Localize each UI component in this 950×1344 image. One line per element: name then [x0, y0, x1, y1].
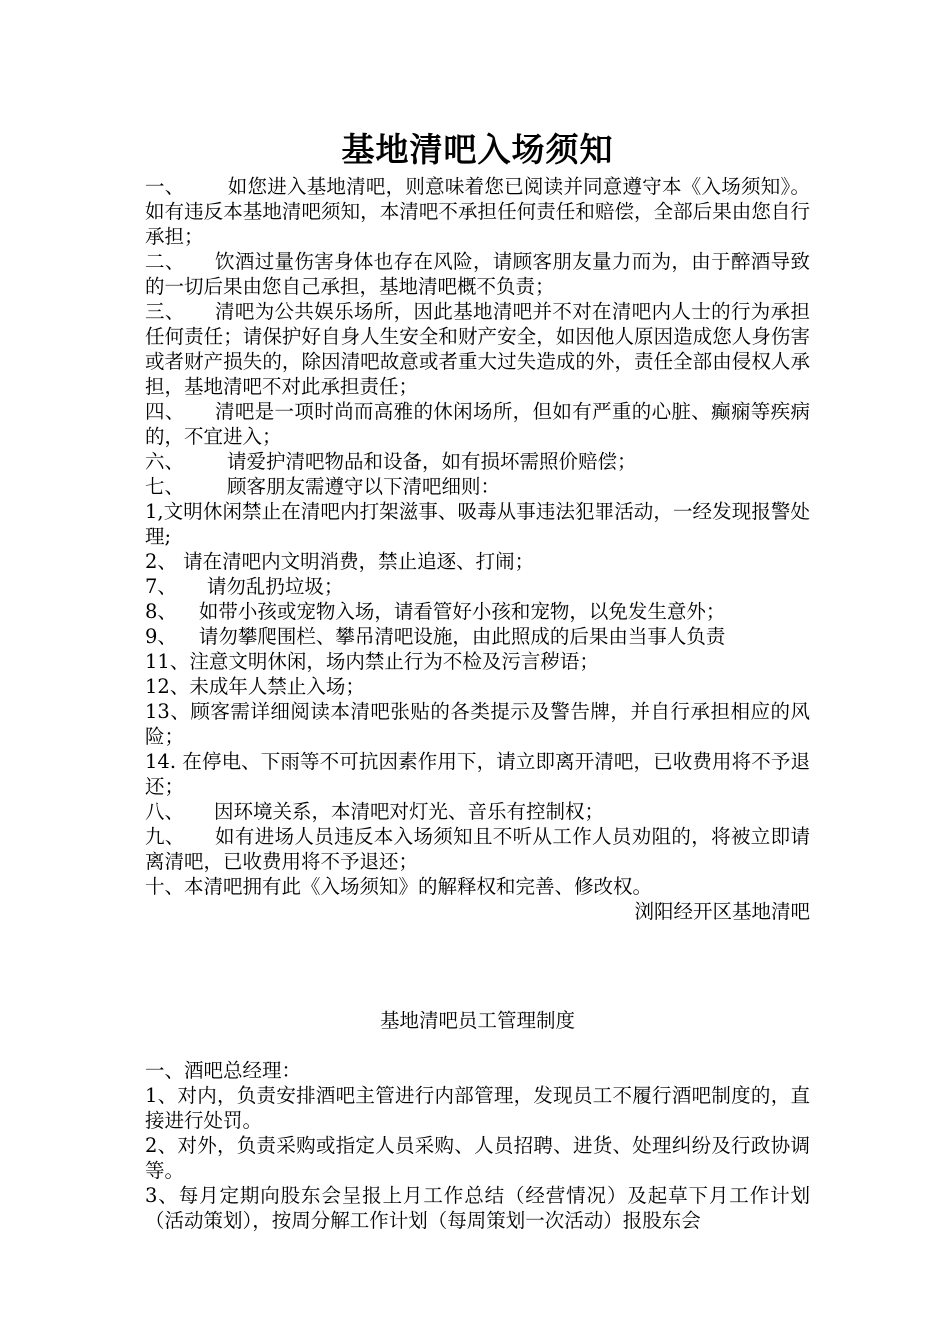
item-marker: 七、 — [145, 475, 185, 498]
item-marker: 二、 — [145, 250, 185, 273]
item-text: 1,文明休闲禁止在清吧内打架滋事、吸毒从事违法犯罪活动，一经发现报警处理; — [145, 500, 810, 548]
notice-item — [145, 599, 810, 624]
notice-signature: 浏阳经开区基地清吧 — [634, 900, 810, 923]
notice-item — [145, 874, 810, 899]
notice-item — [145, 474, 810, 499]
staff-rule-item: 2、对外，负责采购或指定人员采购、人员招聘、进货、处理纠纷及行政协调等。 — [145, 1134, 810, 1182]
notice-item — [145, 624, 810, 649]
notice-item — [145, 499, 810, 549]
item-text: 请勿乱扔垃圾； — [206, 575, 344, 598]
item-marker: 三、 — [145, 300, 185, 323]
notice-item — [145, 574, 810, 599]
notice-body — [145, 174, 810, 899]
item-marker: 7、 — [145, 575, 177, 598]
item-text: 因环境关系，本清吧对灯光、音乐有控制权； — [214, 800, 605, 823]
item-text: 如有进场人员违反本入场须知且不听从工作人员劝阻的，将被立即请离清吧，已收费用将不予退还； — [145, 825, 810, 873]
notice-item — [145, 299, 810, 399]
item-text: 顾客朋友需遵守以下清吧细则： — [227, 475, 501, 498]
notice-item — [145, 549, 810, 574]
item-text: 十、本清吧拥有此《入场须知》的解释权和完善、修改权。 — [145, 875, 653, 898]
item-marker: 9、 — [145, 625, 177, 648]
notice-title: 基地清吧入场须知 — [341, 130, 614, 169]
item-text: 饮酒过量伤害身体也存在风险，请顾客朋友量力而为，由于醉酒导致的一切后果由您自己承担，基地清吧概不负责； — [145, 250, 810, 298]
item-marker: 九、 — [145, 825, 185, 848]
item-text: 2、 请在清吧内文明消费，禁止追逐、打闹； — [145, 550, 535, 573]
notice-item — [145, 649, 810, 674]
item-text: 清吧为公共娱乐场所，因此基地清吧并不对在清吧内人士的行为承担任何责任；请保护好自身人生安全和财产安全，如因他人原因造成您人身伤害或者财产损失的，除因清吧故意或者重大过失造成的外，责任全部由侵权人承担，基地清吧不对此承担责任； — [145, 300, 810, 398]
item-text: 请勿攀爬围栏、攀吊清吧设施，由此照成的后果由当事人负责 — [198, 625, 726, 648]
item-text: 12、未成年人禁止入场； — [145, 675, 365, 698]
notice-item — [145, 824, 810, 874]
notice-item — [145, 399, 810, 449]
document-page — [145, 126, 810, 1233]
notice-item — [145, 699, 810, 749]
notice-item — [145, 249, 810, 299]
notice-item — [145, 799, 810, 824]
staff-rule-item: 3、每月定期向股东会呈报上月工作总结（经营情况）及起草下月工作计划（活动策划），按周分解工作计划（每周策划一次活动）报股东会 — [145, 1184, 810, 1232]
item-marker: 8、 — [145, 600, 177, 623]
notice-item — [145, 174, 810, 249]
staff-rule-item: 一、酒吧总经理： — [145, 1059, 302, 1082]
item-text: 如带小孩或宠物入场，请看管好小孩和宠物，以免发生意外； — [198, 600, 726, 623]
item-text: 如您进入基地清吧，则意味着您已阅读并同意遵守本《入场须知》。如有违反本基地清吧须知，本清吧不承担任何责任和赔偿，全部后果由您自行承担； — [145, 175, 810, 248]
item-marker: 一、 — [145, 175, 185, 198]
item-marker: 八、 — [145, 800, 185, 823]
staff-rules-body — [145, 1058, 810, 1233]
item-marker: 四、 — [145, 400, 185, 423]
section-spacer — [145, 1033, 810, 1058]
notice-item — [145, 449, 810, 474]
item-text: 清吧是一项时尚而高雅的休闲场所，但如有严重的心脏、癫痫等疾病的，不宜进入； — [145, 400, 810, 448]
notice-item — [145, 674, 810, 699]
item-text: 请爱护清吧物品和设备，如有损坏需照价赔偿； — [227, 450, 637, 473]
staff-rule-item: 1、对内，负责安排酒吧主管进行内部管理，发现员工不履行酒吧制度的，直接进行处罚。 — [145, 1084, 810, 1132]
notice-item — [145, 749, 810, 799]
section-spacer — [145, 924, 810, 1008]
staff-rules-title: 基地清吧员工管理制度 — [379, 1009, 575, 1032]
item-text: 14. 在停电、下雨等不可抗因素作用下，请立即离开清吧，已收费用将不予退还； — [145, 750, 810, 798]
item-marker: 六、 — [145, 450, 185, 473]
item-text: 13、顾客需详细阅读本清吧张贴的各类提示及警告牌，并自行承担相应的风险； — [145, 700, 810, 748]
item-text: 11、注意文明休闲，场内禁止行为不检及污言秽语； — [145, 650, 599, 673]
